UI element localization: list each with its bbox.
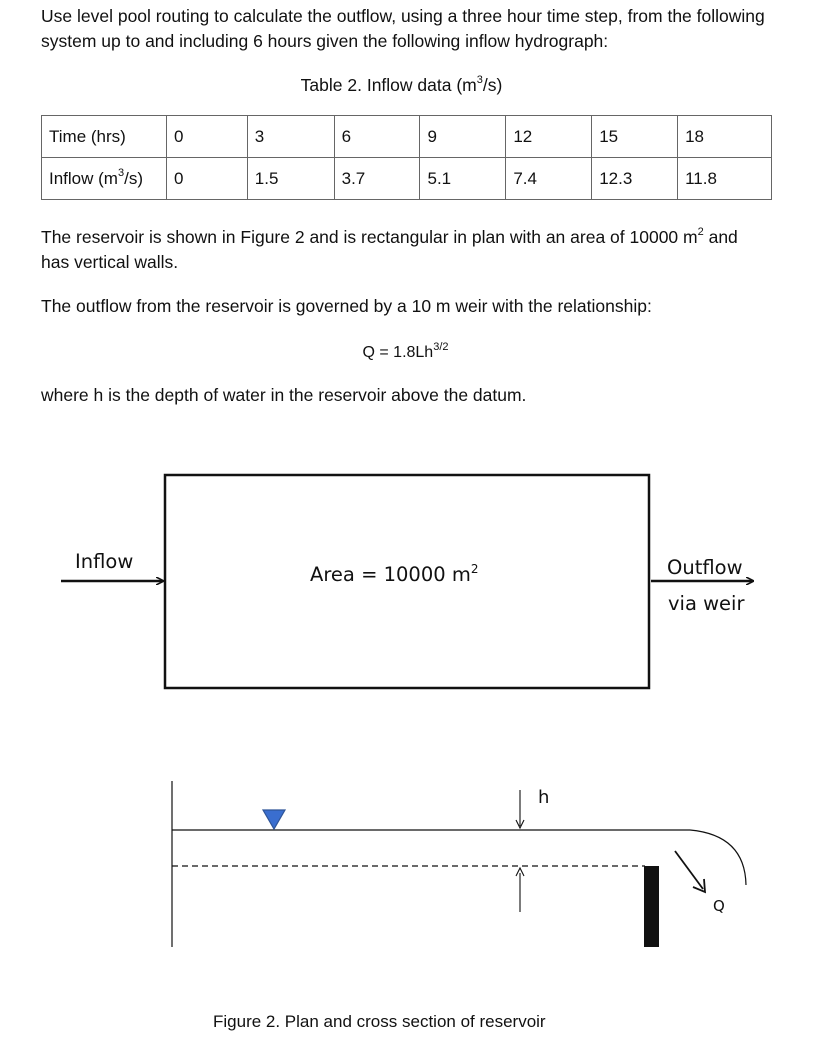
outflow-label: Outflow [667, 556, 743, 579]
equation-main: Q = 1.8Lh [362, 344, 434, 361]
time-cell: 12 [506, 116, 592, 158]
q-label: Q [713, 897, 725, 915]
inflow-cell: 7.4 [506, 158, 592, 200]
reservoir-sup: 2 [697, 226, 704, 239]
nappe-curve [690, 830, 746, 885]
reservoir-text: The reservoir is shown in Figure 2 and is rectangular in plan with an area of 10000 m [41, 227, 698, 247]
q-flow-arrow [675, 851, 703, 889]
table-caption-end: /s) [482, 75, 503, 95]
time-header-cell: Time (hrs) [42, 116, 167, 158]
weir-paragraph: The outflow from the reservoir is governed by a 10 m weir with the relationship: [41, 296, 652, 316]
equation-sup: 3/2 [433, 340, 449, 353]
area-label [310, 563, 478, 586]
via-weir-label: via weir [668, 592, 745, 615]
area-label-text: Area = 10000 m [310, 563, 471, 586]
inflow-cell: 11.8 [678, 158, 772, 200]
table-caption-sup: 3 [476, 74, 483, 87]
table-caption-text: Table 2. Inflow data (m [300, 75, 477, 95]
area-label-sup: 2 [470, 561, 479, 576]
where-paragraph: where h is the depth of water in the reservoir above the datum. [41, 385, 527, 405]
time-cell: 6 [334, 116, 420, 158]
reservoir-text-end: and has vertical walls. [41, 227, 738, 272]
inflow-cell: 12.3 [592, 158, 678, 200]
inflow-header-end: /s) [124, 168, 143, 188]
inflow-cell: 0 [166, 158, 247, 200]
time-cell: 3 [247, 116, 334, 158]
inflow-cell: 1.5 [247, 158, 334, 200]
time-cell: 0 [166, 116, 247, 158]
inflow-header-text: Inflow (m [49, 168, 118, 188]
inflow-label: Inflow [75, 550, 134, 573]
time-cell: 9 [420, 116, 506, 158]
figure-caption: Figure 2. Plan and cross section of reservoir [213, 1012, 546, 1031]
intro-paragraph: Use level pool routing to calculate the outflow, using a three hour time step, from the following system up to and including 6 hours given the following inflow hydrograph: [41, 6, 765, 51]
inflow-header-sup: 3 [117, 166, 125, 179]
water-level-marker-icon [263, 810, 285, 829]
weir-crest-block [644, 866, 659, 947]
h-label: h [538, 787, 550, 808]
time-cell: 18 [678, 116, 772, 158]
time-cell: 15 [592, 116, 678, 158]
q-arrowhead-icon [693, 879, 705, 892]
inflow-cell: 5.1 [420, 158, 506, 200]
inflow-cell: 3.7 [334, 158, 420, 200]
